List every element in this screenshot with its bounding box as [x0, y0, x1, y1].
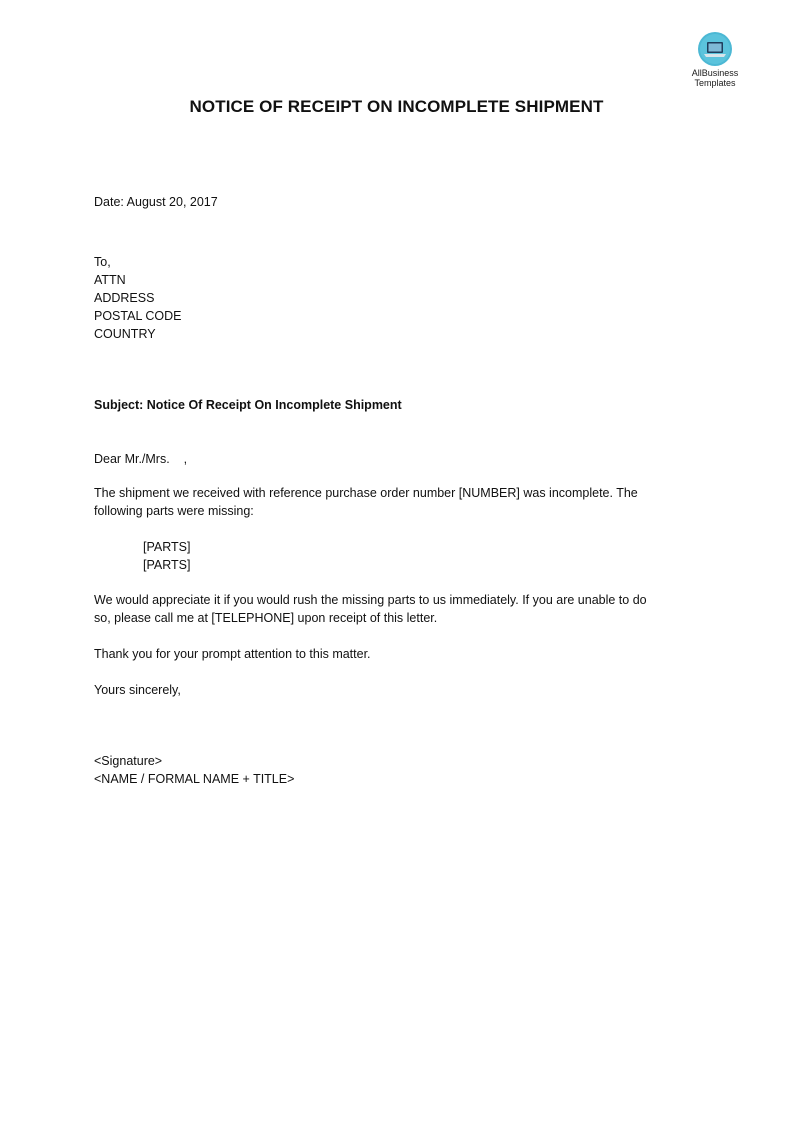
greeting: Dear Mr./Mrs. , — [94, 452, 188, 466]
body-paragraph-1-line-2: following parts were missing: — [94, 504, 254, 518]
address-attn: ATTN — [94, 273, 126, 287]
body-paragraph-2-line-1: We would appreciate it if you would rush the missing parts to us immediately. If you are unable to do — [94, 593, 647, 607]
address-postal-code: POSTAL CODE — [94, 309, 182, 323]
date-line: Date: August 20, 2017 — [94, 195, 218, 209]
body-paragraph-1-line-1: The shipment we received with reference purchase order number [NUMBER] was incomplete. The — [94, 486, 638, 500]
logo-text-line1: AllBusiness — [691, 68, 739, 78]
subject-line: Subject: Notice Of Receipt On Incomplete Shipment — [94, 398, 402, 412]
missing-part-item: [PARTS] — [143, 558, 191, 572]
body-paragraph-3: Thank you for your prompt attention to this matter. — [94, 647, 371, 661]
address-street: ADDRESS — [94, 291, 155, 305]
allbusiness-logo — [684, 32, 746, 88]
missing-part-item: [PARTS] — [143, 540, 191, 554]
laptop-icon — [698, 32, 732, 66]
body-paragraph-2-line-2: so, please call me at [TELEPHONE] upon receipt of this letter. — [94, 611, 438, 625]
address-country: COUNTRY — [94, 327, 156, 341]
name-title-placeholder: <NAME / FORMAL NAME + TITLE> — [94, 772, 295, 786]
signature-placeholder: <Signature> — [94, 754, 163, 768]
logo-text-line2: Templates — [694, 78, 736, 88]
document-title: NOTICE OF RECEIPT ON INCOMPLETE SHIPMENT — [189, 97, 604, 116]
closing: Yours sincerely, — [94, 683, 181, 697]
address-to: To, — [94, 255, 111, 269]
